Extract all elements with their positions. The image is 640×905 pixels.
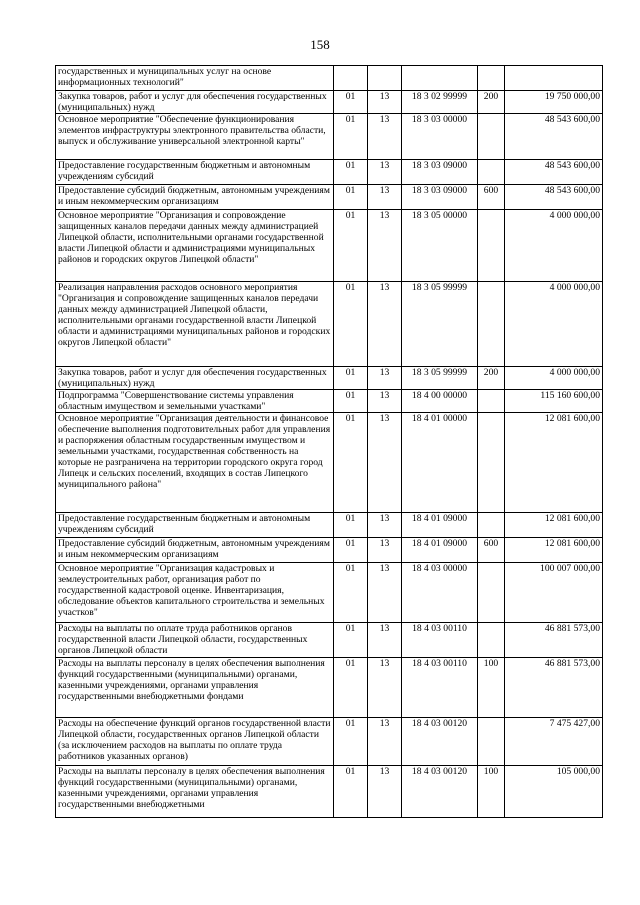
cell-name: Основное мероприятие "Обеспечение функционирования элементов инфраструктуры электронного правительства области, выпуск и обслуживание универсальной электронной карты" [56, 114, 334, 160]
cell-name: Закупка товаров, работ и услуг для обеспечения государственных (муниципальных) нужд [56, 367, 334, 390]
cell-sub: 13 [368, 658, 402, 718]
cell-type: 100 [478, 658, 505, 718]
cell-code: 18 3 03 09000 [402, 160, 478, 185]
cell-name: Закупка товаров, работ и услуг для обеспечения государственных (муниципальных) нужд [56, 91, 334, 114]
cell-type: 600 [478, 185, 505, 210]
cell-sum: 105 000,00 [505, 766, 603, 818]
table-row [56, 413, 603, 513]
cell-sec: 01 [334, 413, 368, 513]
cell-sec: 01 [334, 766, 368, 818]
cell-type: 600 [478, 538, 505, 563]
cell-sum: 4 000 000,00 [505, 210, 603, 282]
cell-name: Предоставление субсидий бюджетным, автономным учреждениям и иным некоммерческим организациям [56, 185, 334, 210]
cell-sec: 01 [334, 185, 368, 210]
table-row [56, 210, 603, 282]
cell-type [478, 623, 505, 658]
cell-sub: 13 [368, 413, 402, 513]
cell-name: Расходы на выплаты персоналу в целях обеспечения выполнения функций государственными (муниципальными) органами, казенными учреждениями, органами управления государственными внебюджетными фондами [56, 658, 334, 718]
cell-code: 18 4 01 00000 [402, 413, 478, 513]
cell-sub: 13 [368, 563, 402, 623]
budget-table-body [56, 66, 603, 818]
cell-sub: 13 [368, 718, 402, 766]
table-row [56, 282, 603, 367]
cell-name: Реализация направления расходов основного мероприятия "Организация и сопровождение защищенных каналов передачи данных между администрацией Липецкой области, исполнительными органами государственной власти Липецкой области и администрациями муниципальных районов и городских округов Липецкой области" [56, 282, 334, 367]
cell-sec: 01 [334, 91, 368, 114]
table-row [56, 658, 603, 718]
cell-sum: 100 007 000,00 [505, 563, 603, 623]
cell-sum: 46 881 573,00 [505, 658, 603, 718]
cell-type [478, 114, 505, 160]
cell-sum: 19 750 000,00 [505, 91, 603, 114]
cell-sum: 4 000 000,00 [505, 367, 603, 390]
cell-code: 18 3 05 99999 [402, 367, 478, 390]
cell-name: Подпрограмма "Совершенствование системы управления областным имуществом и земельными участками" [56, 390, 334, 413]
table-row [56, 114, 603, 160]
cell-type: 200 [478, 367, 505, 390]
cell-sum: 4 000 000,00 [505, 282, 603, 367]
cell-sec: 01 [334, 563, 368, 623]
cell-code: 18 4 01 09000 [402, 513, 478, 538]
cell-code: 18 4 01 09000 [402, 538, 478, 563]
cell-sec: 01 [334, 210, 368, 282]
cell-type [478, 160, 505, 185]
cell-sum: 48 543 600,00 [505, 160, 603, 185]
cell-sum: 46 881 573,00 [505, 623, 603, 658]
cell-sum: 48 543 600,00 [505, 185, 603, 210]
cell-sec: 01 [334, 390, 368, 413]
cell-code: 18 3 03 00000 [402, 114, 478, 160]
cell-name: государственных и муниципальных услуг на основе информационных технологий" [56, 66, 334, 91]
cell-sec: 01 [334, 114, 368, 160]
cell-name: Предоставление государственным бюджетным и автономным учреждениям субсидий [56, 513, 334, 538]
cell-code: 18 4 03 00110 [402, 623, 478, 658]
cell-sum: 12 081 600,00 [505, 513, 603, 538]
cell-sum: 12 081 600,00 [505, 538, 603, 563]
cell-sub: 13 [368, 185, 402, 210]
cell-type [478, 282, 505, 367]
cell-type [478, 513, 505, 538]
cell-sec: 01 [334, 160, 368, 185]
cell-sec [334, 66, 368, 91]
cell-name: Расходы на выплаты персоналу в целях обеспечения выполнения функций государственными (муниципальными) органами, казенными учреждениями, органами управления государственными внебюджетными [56, 766, 334, 818]
cell-code [402, 66, 478, 91]
cell-type [478, 718, 505, 766]
cell-sec: 01 [334, 513, 368, 538]
cell-sub: 13 [368, 623, 402, 658]
cell-name: Предоставление субсидий бюджетным, автономным учреждениям и иным некоммерческим организациям [56, 538, 334, 563]
cell-name: Основное мероприятие "Организация и сопровождение защищенных каналов передачи данных между администрацией Липецкой области, исполнительными органами государственной власти Липецкой области и администрациями муниципальных районов и городских округов Липецкой области" [56, 210, 334, 282]
cell-name: Предоставление государственным бюджетным и автономным учреждениям субсидий [56, 160, 334, 185]
table-row [56, 66, 603, 91]
table-row [56, 538, 603, 563]
cell-sub: 13 [368, 282, 402, 367]
cell-sum: 48 543 600,00 [505, 114, 603, 160]
table-row [56, 160, 603, 185]
table-row [56, 367, 603, 390]
cell-sec: 01 [334, 367, 368, 390]
cell-sum: 12 081 600,00 [505, 413, 603, 513]
cell-sub: 13 [368, 766, 402, 818]
cell-sec: 01 [334, 658, 368, 718]
table-row [56, 185, 603, 210]
cell-sub: 13 [368, 513, 402, 538]
cell-sec: 01 [334, 538, 368, 563]
cell-type [478, 563, 505, 623]
cell-code: 18 3 05 99999 [402, 282, 478, 367]
cell-code: 18 4 00 00000 [402, 390, 478, 413]
table-row [56, 513, 603, 538]
cell-name: Расходы на выплаты по оплате труда работников органов государственной власти Липецкой области, государственных органов Липецкой области [56, 623, 334, 658]
cell-code: 18 4 03 00120 [402, 766, 478, 818]
cell-sum: 7 475 427,00 [505, 718, 603, 766]
cell-sum [505, 66, 603, 91]
cell-type: 200 [478, 91, 505, 114]
cell-code: 18 3 03 09000 [402, 185, 478, 210]
cell-sub [368, 66, 402, 91]
cell-type: 100 [478, 766, 505, 818]
budget-table [55, 65, 603, 818]
cell-name: Расходы на обеспечение функций органов государственной власти Липецкой области, государственных органов Липецкой области (за исключением расходов на выплаты по оплате труда работников указанных органов) [56, 718, 334, 766]
cell-sub: 13 [368, 538, 402, 563]
page-number: 158 [310, 37, 330, 52]
table-row [56, 390, 603, 413]
table-row [56, 91, 603, 114]
cell-code: 18 3 02 99999 [402, 91, 478, 114]
cell-type [478, 390, 505, 413]
cell-sec: 01 [334, 623, 368, 658]
cell-name: Основное мероприятие "Организация кадастровых и землеустроительных работ, организация работ по государственной кадастровой оценке. Инвентаризация, обследование объектов капитального строительства и земельных участков" [56, 563, 334, 623]
table-row [56, 623, 603, 658]
cell-sec: 01 [334, 282, 368, 367]
cell-name: Основное мероприятие "Организация деятельности и финансовое обеспечение выполнения подготовительных работ для управления и распоряжения областным государственным имуществом и земельными участками, государственная собственность на которые не разграничена на территории городского округа город Липецк и сельских поселений, входящих в состав Липецкого муниципального района" [56, 413, 334, 513]
cell-sec: 01 [334, 718, 368, 766]
cell-code: 18 4 03 00110 [402, 658, 478, 718]
cell-code: 18 4 03 00000 [402, 563, 478, 623]
cell-sub: 13 [368, 160, 402, 185]
cell-sum: 115 160 600,00 [505, 390, 603, 413]
table-row [56, 766, 603, 818]
cell-sub: 13 [368, 390, 402, 413]
table-row [56, 563, 603, 623]
cell-code: 18 3 05 00000 [402, 210, 478, 282]
cell-type [478, 413, 505, 513]
cell-sub: 13 [368, 91, 402, 114]
cell-type [478, 210, 505, 282]
cell-sub: 13 [368, 114, 402, 160]
cell-type [478, 66, 505, 91]
cell-sub: 13 [368, 367, 402, 390]
cell-code: 18 4 03 00120 [402, 718, 478, 766]
cell-sub: 13 [368, 210, 402, 282]
table-row [56, 718, 603, 766]
